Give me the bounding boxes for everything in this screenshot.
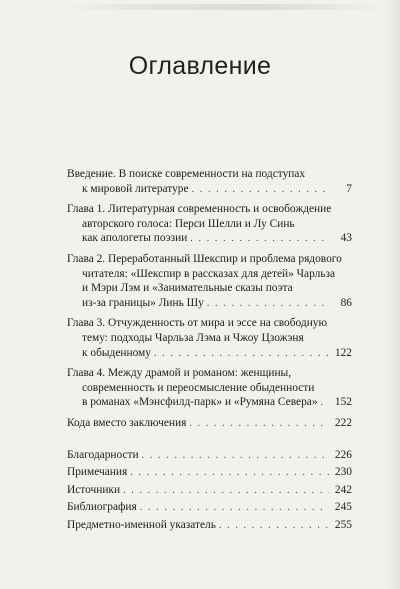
bleed-through-shadow bbox=[60, 4, 390, 10]
page-number: 226 bbox=[334, 448, 352, 461]
leader-dots bbox=[140, 501, 329, 516]
toc-line: Глава 3. Отчужденность от мира и эссе на свободную bbox=[67, 317, 328, 330]
toc-line: Глава 1. Литературная современность и освобождение bbox=[67, 203, 332, 216]
toc-entry-coda bbox=[67, 416, 352, 432]
leader-dots bbox=[142, 449, 329, 464]
page-number: 152 bbox=[334, 396, 352, 409]
toc-line: Кода вместо заключения bbox=[67, 416, 187, 429]
toc-line: читателя: «Шекспир в рассказах для детей» Чарльза bbox=[82, 267, 336, 280]
toc-entry-chapter-4 bbox=[67, 366, 352, 411]
leader-dots bbox=[207, 297, 329, 312]
toc-line: Благодарности bbox=[67, 448, 139, 461]
toc-line: к обыденному bbox=[82, 346, 151, 359]
leader-dots bbox=[190, 232, 329, 247]
toc-line: тему: подходы Чарльза Лэма и Чжоу Цзожэня bbox=[82, 331, 304, 344]
page-number: 222 bbox=[334, 416, 352, 429]
leader-dots bbox=[219, 519, 329, 534]
leader-dots bbox=[321, 396, 329, 411]
toc-line: к мировой литературе bbox=[82, 182, 189, 195]
toc-entry-notes bbox=[67, 465, 352, 481]
toc-line: Глава 2. Переработанный Шекспир и проблема рядового bbox=[67, 252, 342, 265]
page-number: 7 bbox=[346, 182, 352, 195]
toc-line: Источники bbox=[67, 483, 121, 496]
toc-line: Глава 4. Между драмой и романом: женщины, bbox=[67, 367, 292, 380]
toc-entry-intro bbox=[67, 167, 352, 197]
toc-line: в романах «Мэнсфилд-парк» и «Румяна Севера» bbox=[82, 396, 318, 409]
page-number: 255 bbox=[334, 518, 352, 531]
toc-line: и Мэри Лэм и «Занимательные сказы поэта bbox=[82, 282, 293, 295]
page-number: 43 bbox=[340, 232, 352, 245]
page-number: 122 bbox=[334, 346, 352, 359]
toc-line: из-за границы» Линь Шу bbox=[82, 296, 204, 309]
leader-dots bbox=[154, 347, 329, 362]
toc-line: Предметно-именной указатель bbox=[67, 518, 216, 531]
toc-line: Примечания bbox=[67, 466, 128, 479]
page-number: 245 bbox=[334, 501, 352, 514]
toc-entry-chapter-3 bbox=[67, 316, 352, 361]
toc-line: современность и переосмысление обыденности bbox=[82, 381, 315, 394]
toc-entry-bibliography bbox=[67, 500, 352, 516]
page-number: 230 bbox=[334, 466, 352, 479]
toc-line: авторского голоса: Перси Шелли и Лу Синь bbox=[82, 217, 295, 230]
toc-entry-chapter-2 bbox=[67, 252, 352, 311]
leader-dots bbox=[130, 466, 329, 481]
leader-dots bbox=[192, 183, 329, 198]
leader-dots bbox=[189, 417, 329, 432]
page-number: 242 bbox=[334, 483, 352, 496]
toc-entry-sources bbox=[67, 483, 352, 499]
leader-dots bbox=[123, 484, 329, 499]
toc-entry-index bbox=[67, 518, 352, 534]
toc-line: Введение. В поиске современности на подступах bbox=[67, 168, 306, 180]
page-number: 86 bbox=[340, 296, 352, 309]
spine-shadow bbox=[386, 0, 400, 589]
toc-entry-chapter-1 bbox=[67, 202, 352, 247]
table-of-contents bbox=[67, 167, 352, 535]
toc-line: Библиография bbox=[67, 501, 137, 514]
toc-entry-acknowledgements bbox=[67, 448, 352, 464]
page-title: Оглавление bbox=[128, 52, 272, 80]
toc-line: как апологеты поэзии bbox=[82, 232, 188, 245]
